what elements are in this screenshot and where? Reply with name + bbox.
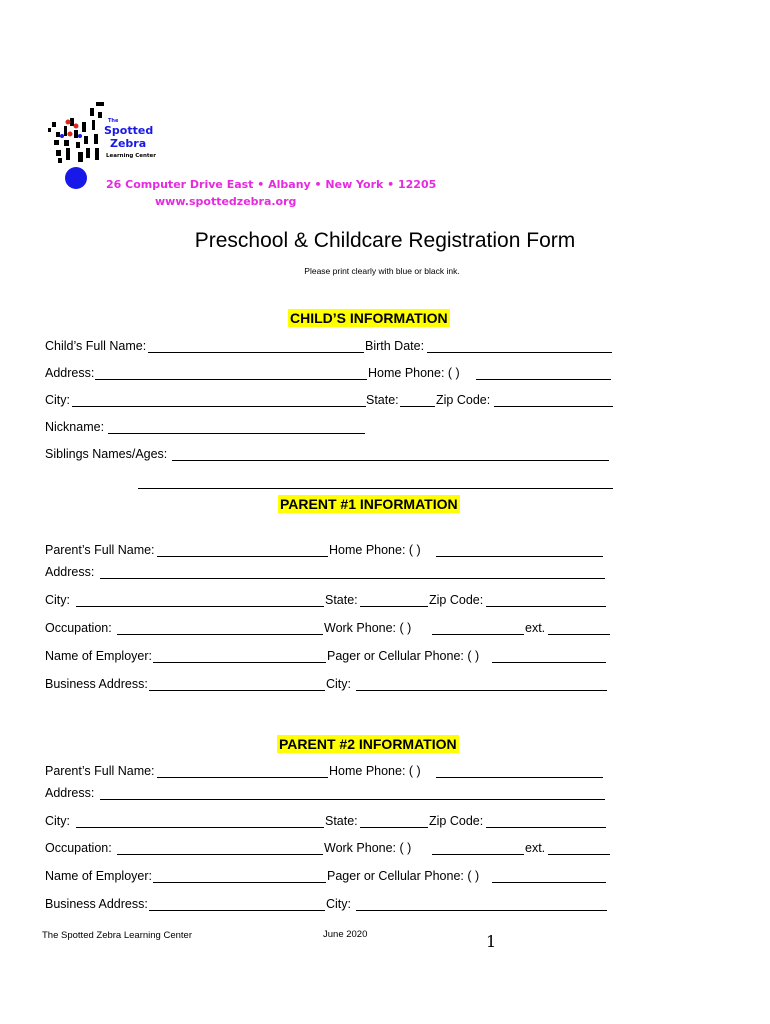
p2-employer-label: Name of Employer:	[45, 869, 152, 883]
p1-business-city-field[interactable]	[356, 690, 607, 691]
child-siblings-field-2[interactable]	[138, 488, 613, 489]
p2-city-label: City:	[45, 814, 70, 828]
p2-business-city-label: City:	[326, 897, 351, 911]
p2-pager-field[interactable]	[492, 882, 606, 883]
p1-pager-label: Pager or Cellular Phone: ( )	[327, 649, 480, 663]
p1-zip-field[interactable]	[486, 606, 606, 607]
child-full-name-label: Child’s Full Name:	[45, 339, 147, 353]
p2-business-address-field[interactable]	[149, 910, 325, 911]
p1-business-address-field[interactable]	[149, 690, 325, 691]
p1-full-name-label: Parent’s Full Name:	[45, 543, 155, 557]
child-nickname-field[interactable]	[108, 433, 365, 434]
p2-full-name-label: Parent’s Full Name:	[45, 764, 155, 778]
footer-org: The Spotted Zebra Learning Center	[42, 930, 192, 941]
child-state-label: State:	[366, 393, 399, 407]
p2-zip-field[interactable]	[486, 827, 606, 828]
p1-state-field[interactable]	[360, 606, 428, 607]
p1-occupation-field[interactable]	[117, 634, 323, 635]
p2-work-phone-field[interactable]	[432, 854, 524, 855]
section-heading-child: CHILD’S INFORMATION	[290, 310, 448, 326]
child-zip-label: Zip Code:	[436, 393, 491, 407]
p2-state-label: State:	[325, 814, 358, 828]
p2-ext-label: ext.	[525, 841, 546, 855]
child-city-field[interactable]	[72, 406, 366, 407]
child-birth-date-label: Birth Date:	[365, 339, 425, 353]
p1-work-phone-field[interactable]	[432, 634, 524, 635]
child-city-label: City:	[45, 393, 70, 407]
logo-spotted: Spotted	[104, 124, 154, 137]
p1-business-address-label: Business Address:	[45, 677, 148, 691]
section-heading-parent2: PARENT #2 INFORMATION	[279, 736, 457, 752]
p1-city-field[interactable]	[76, 606, 324, 607]
p2-occupation-field[interactable]	[117, 854, 323, 855]
p2-address-field[interactable]	[100, 799, 605, 800]
child-nickname-label: Nickname:	[45, 420, 105, 434]
p2-business-city-field[interactable]	[356, 910, 607, 911]
p2-employer-field[interactable]	[153, 882, 326, 883]
p1-address-field[interactable]	[100, 578, 605, 579]
p1-home-phone-field[interactable]	[436, 556, 603, 557]
p1-employer-field[interactable]	[153, 662, 326, 663]
school-website[interactable]: www.spottedzebra.org	[155, 195, 297, 208]
p1-full-name-field[interactable]	[157, 556, 328, 557]
p2-state-field[interactable]	[360, 827, 428, 828]
child-address-label: Address:	[45, 366, 95, 380]
p1-pager-field[interactable]	[492, 662, 606, 663]
p2-ext-field[interactable]	[548, 854, 610, 855]
p2-zip-label: Zip Code:	[429, 814, 484, 828]
child-siblings-field[interactable]	[172, 460, 609, 461]
p2-full-name-field[interactable]	[157, 777, 328, 778]
p2-home-phone-label: Home Phone: ( )	[329, 764, 421, 778]
child-full-name-field[interactable]	[148, 352, 364, 353]
p1-city-label: City:	[45, 593, 70, 607]
p1-employer-label: Name of Employer:	[45, 649, 152, 663]
p2-home-phone-field[interactable]	[436, 777, 603, 778]
p2-occupation-label: Occupation:	[45, 841, 112, 855]
child-state-field[interactable]	[400, 406, 435, 407]
p1-occupation-label: Occupation:	[45, 621, 112, 635]
logo-zebra: Zebra	[110, 137, 147, 150]
p2-pager-label: Pager or Cellular Phone: ( )	[327, 869, 480, 883]
child-birth-date-field[interactable]	[427, 352, 612, 353]
child-address-field[interactable]	[95, 379, 367, 380]
p2-business-address-label: Business Address:	[45, 897, 148, 911]
school-address: 26 Computer Drive East • Albany • New York • 12205	[106, 178, 437, 191]
p1-work-phone-label: Work Phone: ( )	[324, 621, 412, 635]
footer-date: June 2020	[323, 929, 368, 940]
form-subtitle: Please print clearly with blue or black ink.	[304, 266, 460, 276]
p1-ext-label: ext.	[525, 621, 546, 635]
child-zip-field[interactable]	[494, 406, 613, 407]
child-siblings-label: Siblings Names/Ages:	[45, 447, 168, 461]
p1-ext-field[interactable]	[548, 634, 610, 635]
p1-business-city-label: City:	[326, 677, 351, 691]
p2-work-phone-label: Work Phone: ( )	[324, 841, 412, 855]
logo-learning-center: Learning Center	[106, 153, 156, 159]
child-home-phone-field[interactable]	[476, 379, 611, 380]
p1-state-label: State:	[325, 593, 358, 607]
p1-home-phone-label: Home Phone: ( )	[329, 543, 421, 557]
logo-the: The	[108, 118, 119, 124]
p1-zip-label: Zip Code:	[429, 593, 484, 607]
p2-address-label: Address:	[45, 786, 95, 800]
child-home-phone-label: Home Phone: ( )	[368, 366, 460, 380]
section-heading-parent1: PARENT #1 INFORMATION	[280, 496, 458, 512]
p2-city-field[interactable]	[76, 827, 324, 828]
form-title: Preschool & Childcare Registration Form	[194, 229, 576, 252]
page-number: 1	[486, 932, 497, 951]
p1-address-label: Address:	[45, 565, 95, 579]
